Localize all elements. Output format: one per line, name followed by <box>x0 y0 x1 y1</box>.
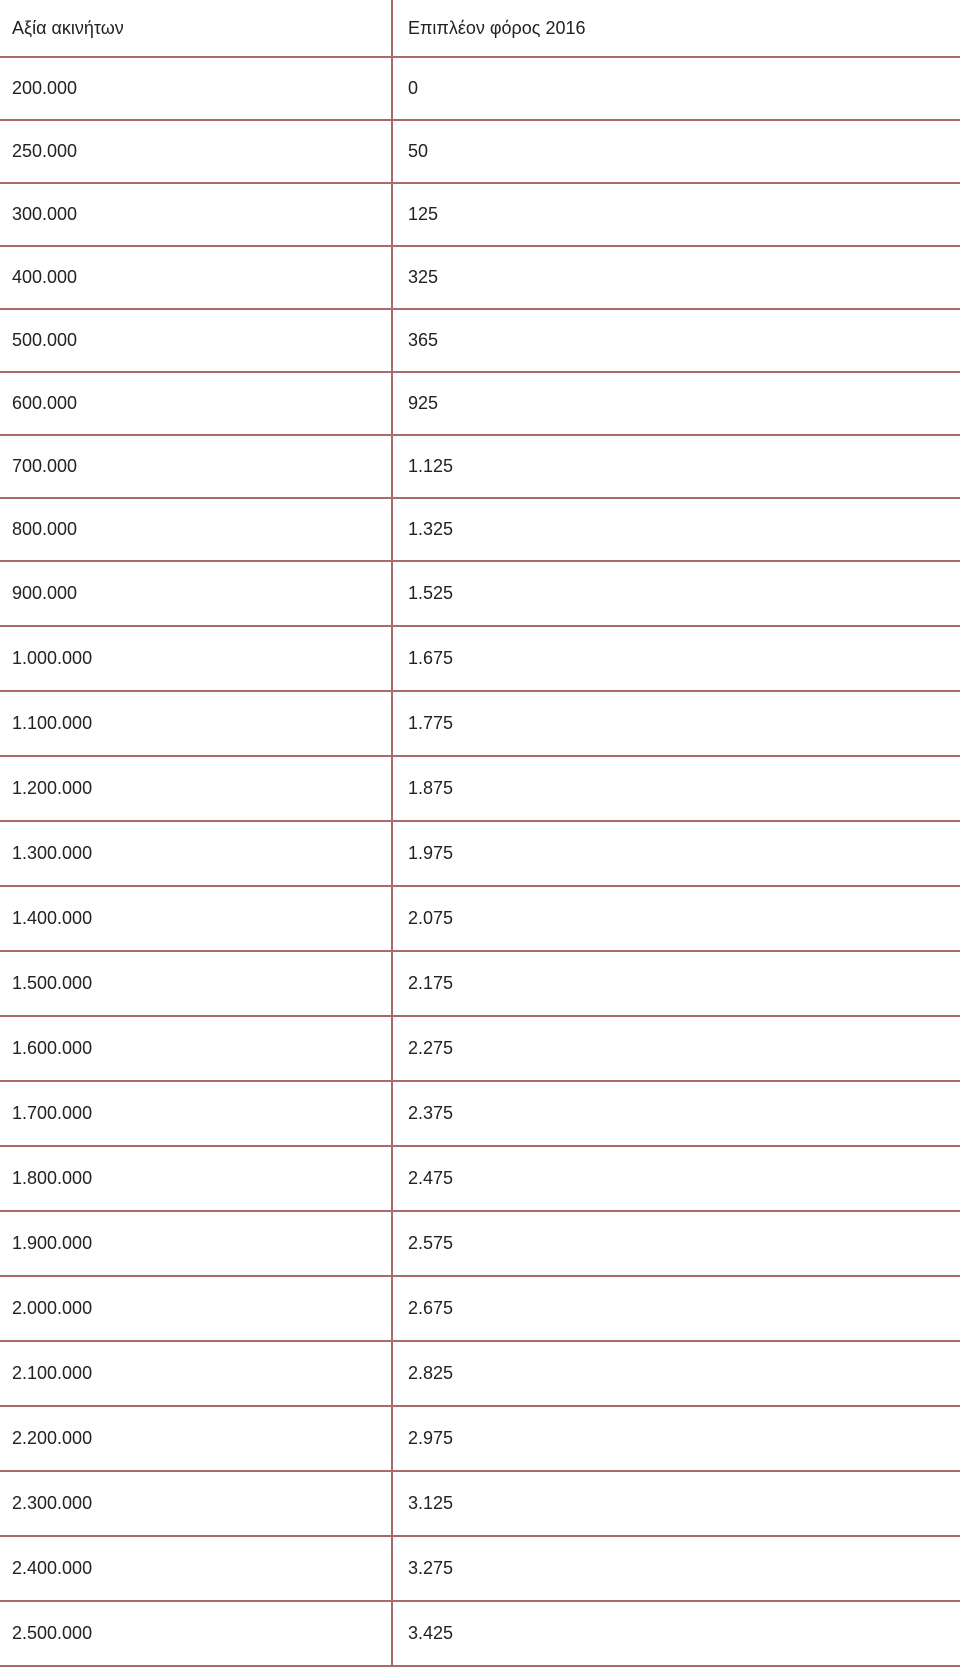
property-value-cell: 900.000 <box>0 561 392 626</box>
table-row <box>0 246 960 309</box>
table-row <box>0 1536 960 1601</box>
table-row <box>0 886 960 951</box>
table-row <box>0 183 960 246</box>
table-row <box>0 1471 960 1536</box>
table-row <box>0 1601 960 1666</box>
property-value-cell: 2.300.000 <box>0 1471 392 1536</box>
additional-tax-cell: 2.275 <box>392 1016 960 1081</box>
property-value-cell: 1.000.000 <box>0 626 392 691</box>
table-row <box>0 561 960 626</box>
additional-tax-cell: 2.375 <box>392 1081 960 1146</box>
additional-tax-cell: 1.675 <box>392 626 960 691</box>
property-value-cell: 1.900.000 <box>0 1211 392 1276</box>
property-value-cell: 1.400.000 <box>0 886 392 951</box>
property-value-cell: 400.000 <box>0 246 392 309</box>
additional-tax-cell: 365 <box>392 309 960 372</box>
property-value-cell: 1.700.000 <box>0 1081 392 1146</box>
additional-tax-cell: 3.125 <box>392 1471 960 1536</box>
additional-tax-cell: 2.825 <box>392 1341 960 1406</box>
table-row <box>0 1341 960 1406</box>
table-row <box>0 1276 960 1341</box>
additional-tax-cell: 2.475 <box>392 1146 960 1211</box>
table-row <box>0 372 960 435</box>
additional-tax-cell: 1.525 <box>392 561 960 626</box>
additional-tax-cell: 50 <box>392 120 960 183</box>
property-value-cell: 1.500.000 <box>0 951 392 1016</box>
table-row <box>0 1081 960 1146</box>
table-row <box>0 435 960 498</box>
table-body <box>0 57 960 1666</box>
property-value-cell: 1.100.000 <box>0 691 392 756</box>
header-additional-tax: Επιπλέον φόρος 2016 <box>392 0 960 57</box>
property-value-cell: 1.300.000 <box>0 821 392 886</box>
property-value-cell: 2.500.000 <box>0 1601 392 1666</box>
table-row <box>0 1146 960 1211</box>
table-row <box>0 821 960 886</box>
additional-tax-cell: 325 <box>392 246 960 309</box>
table-row <box>0 691 960 756</box>
additional-tax-cell: 925 <box>392 372 960 435</box>
header-row <box>0 0 960 57</box>
property-value-cell: 500.000 <box>0 309 392 372</box>
property-value-cell: 250.000 <box>0 120 392 183</box>
additional-tax-cell: 2.675 <box>392 1276 960 1341</box>
property-value-cell: 1.600.000 <box>0 1016 392 1081</box>
property-value-cell: 700.000 <box>0 435 392 498</box>
table-row <box>0 626 960 691</box>
additional-tax-cell: 1.125 <box>392 435 960 498</box>
additional-tax-cell: 1.975 <box>392 821 960 886</box>
table-row <box>0 1406 960 1471</box>
table-row <box>0 1211 960 1276</box>
property-value-cell: 2.100.000 <box>0 1341 392 1406</box>
property-value-cell: 1.200.000 <box>0 756 392 821</box>
table-row <box>0 120 960 183</box>
additional-tax-cell: 2.575 <box>392 1211 960 1276</box>
property-value-cell: 2.400.000 <box>0 1536 392 1601</box>
additional-tax-cell: 2.975 <box>392 1406 960 1471</box>
additional-tax-cell: 125 <box>392 183 960 246</box>
additional-tax-cell: 1.775 <box>392 691 960 756</box>
additional-tax-cell: 1.325 <box>392 498 960 561</box>
table-row <box>0 57 960 120</box>
property-value-cell: 800.000 <box>0 498 392 561</box>
table-row <box>0 951 960 1016</box>
additional-tax-cell: 2.175 <box>392 951 960 1016</box>
table-row <box>0 309 960 372</box>
table-row <box>0 1016 960 1081</box>
additional-tax-cell: 3.275 <box>392 1536 960 1601</box>
additional-tax-cell: 0 <box>392 57 960 120</box>
property-value-cell: 300.000 <box>0 183 392 246</box>
header-property-value: Αξία ακινήτων <box>0 0 392 57</box>
table-row <box>0 756 960 821</box>
additional-tax-cell: 3.425 <box>392 1601 960 1666</box>
property-value-cell: 1.800.000 <box>0 1146 392 1211</box>
table-row <box>0 498 960 561</box>
property-value-cell: 600.000 <box>0 372 392 435</box>
property-value-cell: 2.200.000 <box>0 1406 392 1471</box>
additional-tax-cell: 2.075 <box>392 886 960 951</box>
property-value-cell: 2.000.000 <box>0 1276 392 1341</box>
property-value-cell: 200.000 <box>0 57 392 120</box>
table-header <box>0 0 960 57</box>
additional-tax-cell: 1.875 <box>392 756 960 821</box>
